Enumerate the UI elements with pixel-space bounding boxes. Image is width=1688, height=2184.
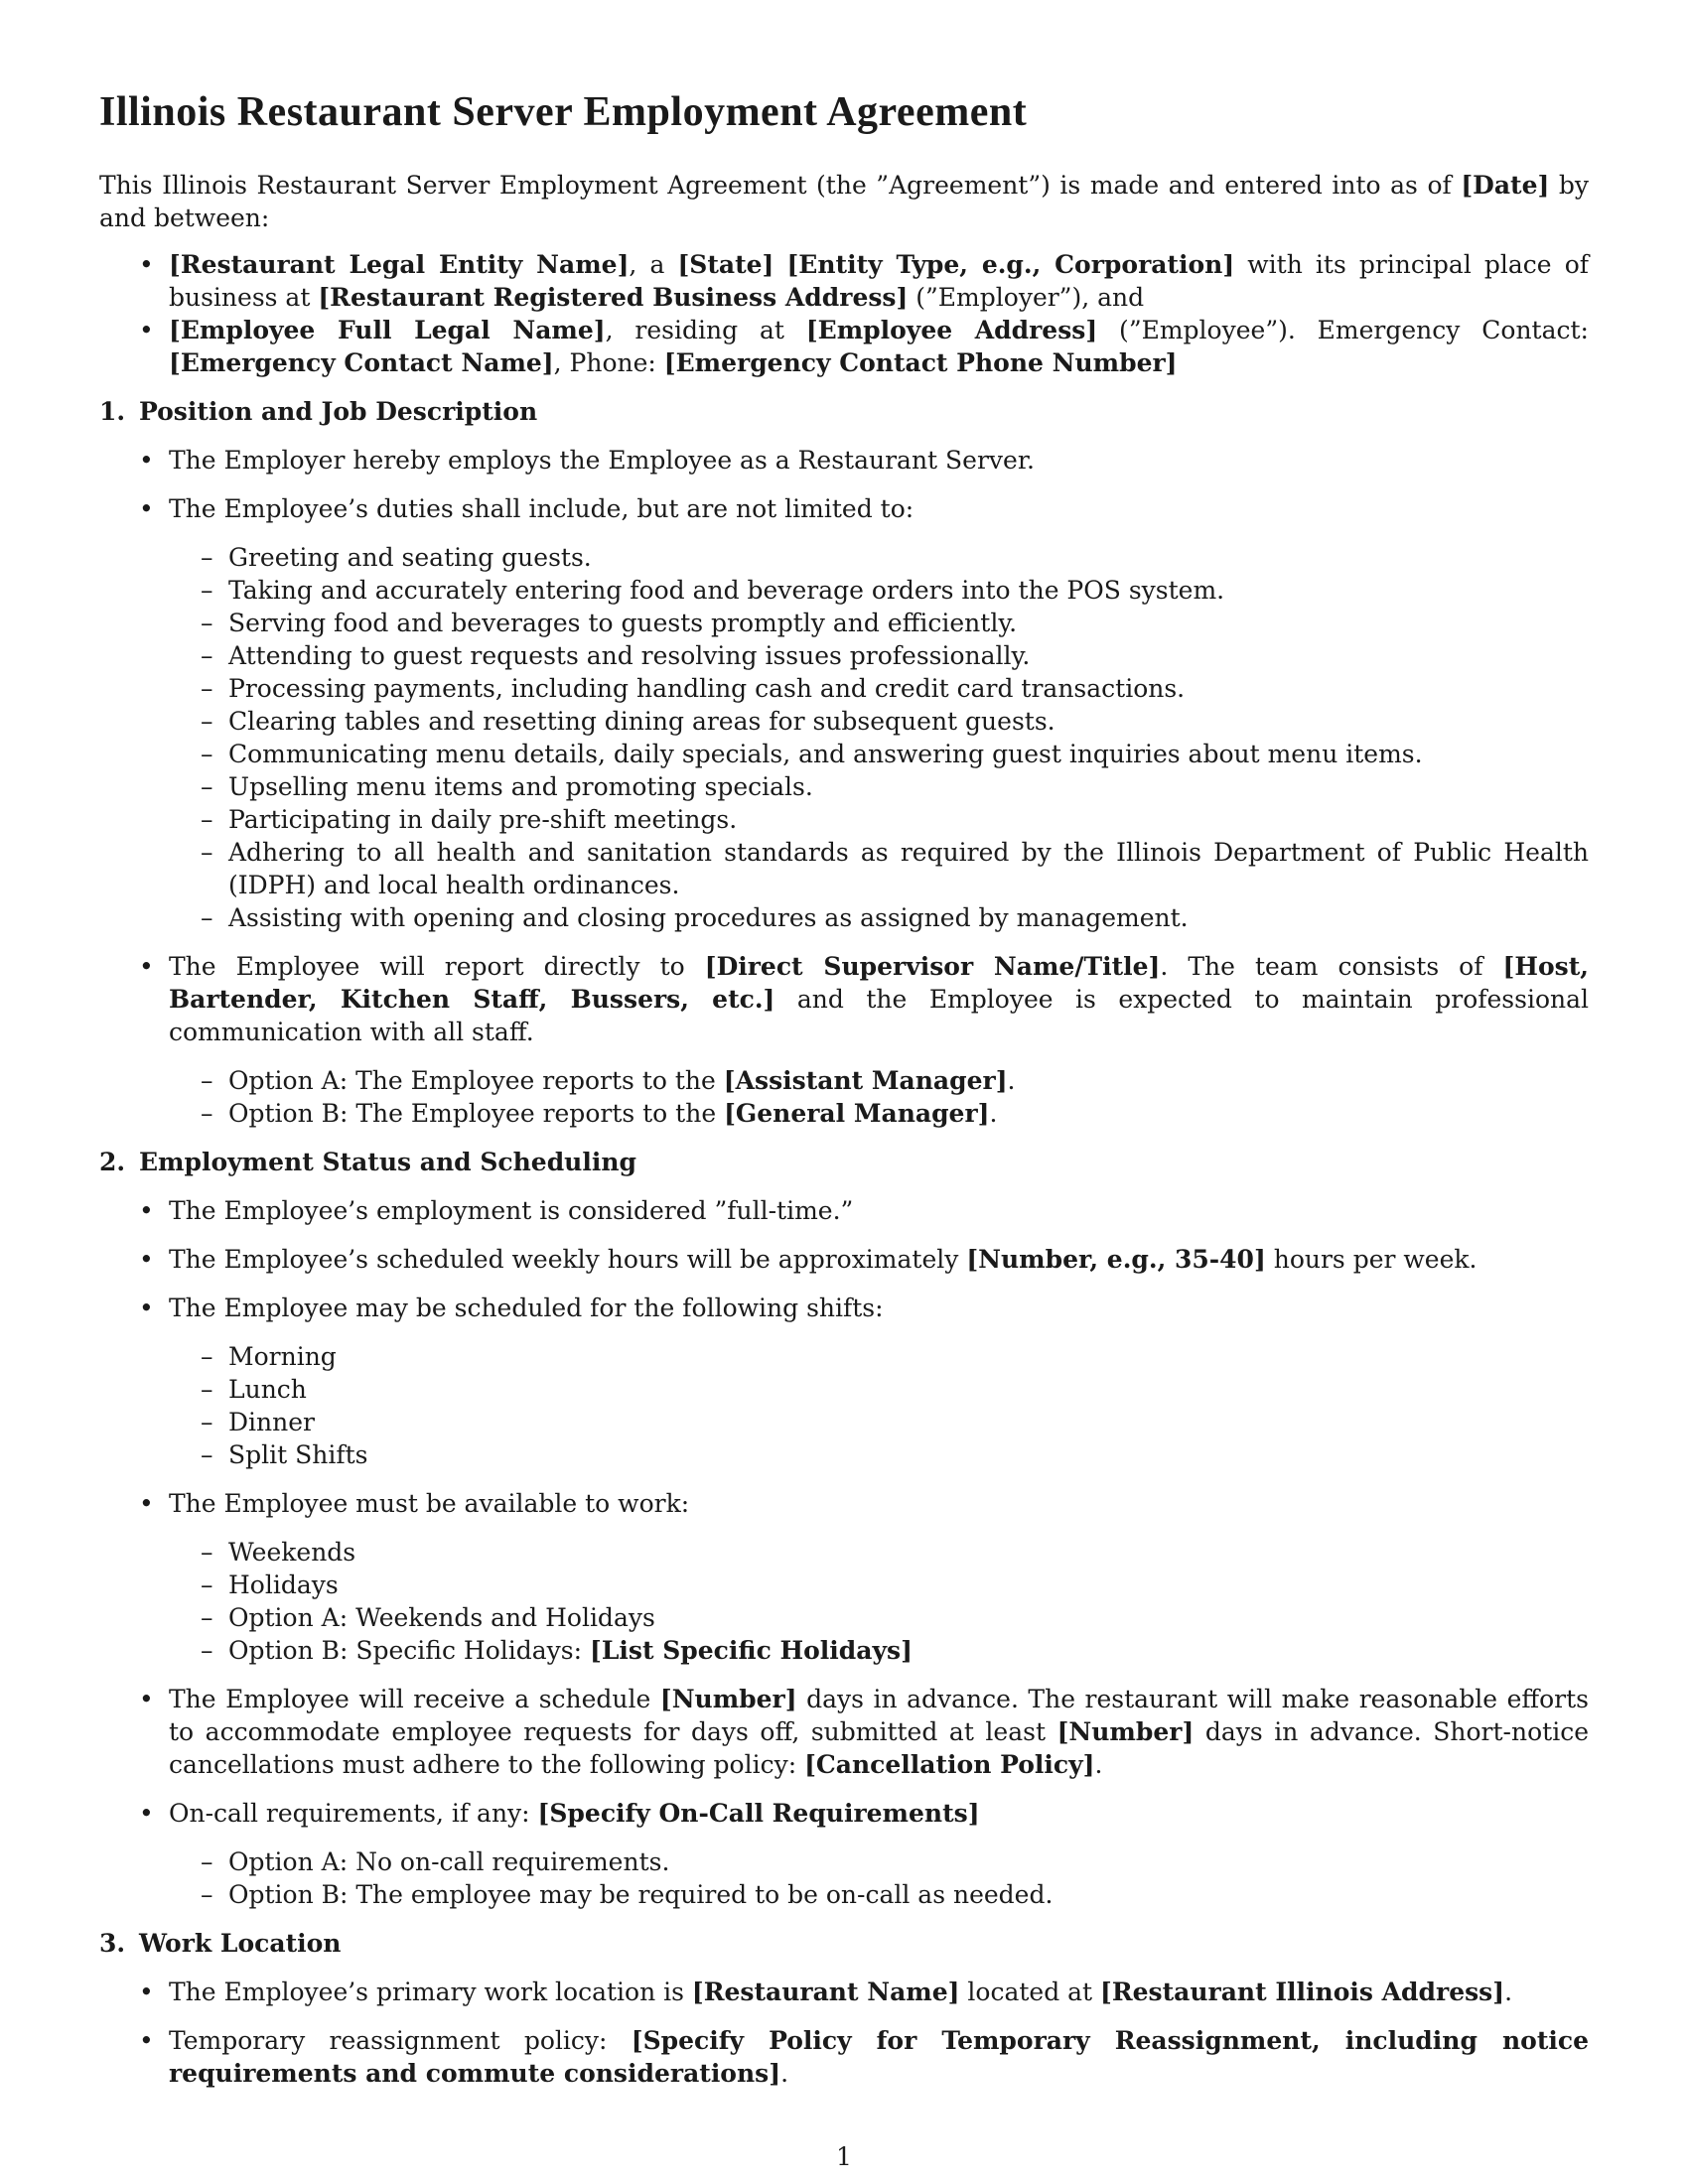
list-item (99, 1243, 1589, 1276)
text: days in advance. Short-notice cancellations must adhere to the following policy: (169, 1717, 1589, 1779)
list-item: • The Employee’s employment is considered ”full-time.” (99, 1194, 1589, 1227)
holidays-placeholder: [List Specific Holidays] (590, 1636, 913, 1665)
on-call-options (169, 1845, 1589, 1911)
text: Temporary reassignment policy: (169, 2026, 632, 2055)
supervisor-placeholder: [Direct Supervisor Name/Title] (704, 952, 1161, 981)
employee-name-placeholder: [Employee Full Legal Name] (169, 316, 606, 344)
option-item (169, 1064, 1589, 1097)
section-title: Employment Status and Scheduling (139, 1148, 637, 1176)
text: located at (959, 1978, 1101, 2006)
text: and the Employee is expected to maintain professional communication with all staff. (169, 985, 1589, 1046)
availability-item (169, 1634, 1589, 1667)
text: The Employee’s duties shall include, but are not limited to: (169, 494, 914, 523)
text: The Employee’s scheduled weekly hours will be approximately (169, 1245, 967, 1274)
availability-list (169, 1536, 1589, 1667)
text: The Employee must be available to work: (169, 1489, 690, 1518)
text: Option B: Specific Holidays: (228, 1636, 591, 1665)
section-title: Position and Job Description (139, 397, 538, 426)
section-3-heading (99, 1927, 1589, 1960)
page-number: 1 (836, 2142, 852, 2171)
shift-item: – Lunch (169, 1373, 1589, 1406)
text: Option B: The Employee reports to the (228, 1099, 725, 1128)
option-item: – Option B: The employee may be required to be on-call as needed. (169, 1878, 1589, 1911)
text: On-call requirements, if any: (169, 1799, 538, 1828)
text: . (1504, 1978, 1513, 2006)
shift-item: – Morning (169, 1340, 1589, 1373)
number-placeholder: [Number] (659, 1685, 797, 1713)
list-item: • The Employer hereby employs the Employee as a Restaurant Server. (99, 444, 1589, 477)
duty-item: – Adhering to all health and sanitation standards as required by the Illinois Department of Public Health (IDPH) and local health ordinances. (169, 836, 1589, 901)
emergency-contact-placeholder: [Emergency Contact Name] (169, 348, 554, 377)
employer-party (99, 248, 1589, 314)
state-placeholder: [State] (677, 250, 774, 279)
on-call-placeholder: [Specify On-Call Requirements] (537, 1799, 980, 1828)
duty-item: – Serving food and beverages to guests promptly and efficiently. (169, 607, 1589, 639)
duty-item: – Greeting and seating guests. (169, 541, 1589, 574)
text (774, 250, 786, 279)
parties-list (99, 248, 1589, 379)
text: hours per week. (1265, 1245, 1477, 1274)
shift-item: – Dinner (169, 1406, 1589, 1438)
shifts-list (169, 1340, 1589, 1471)
list-item (99, 1292, 1589, 1471)
section-title: Work Location (139, 1929, 342, 1958)
number-placeholder: [Number] (1056, 1717, 1195, 1746)
availability-item: – Option A: Weekends and Holidays (169, 1601, 1589, 1634)
cancellation-policy-placeholder: [Cancellation Policy] (804, 1750, 1095, 1779)
section-2-list (99, 1194, 1589, 1911)
employer-address-placeholder: [Restaurant Registered Business Address] (318, 283, 909, 312)
text: , residing at (605, 316, 806, 344)
general-manager-placeholder: [General Manager] (724, 1099, 990, 1128)
text: The Employee will receive a schedule (169, 1685, 660, 1713)
hours-placeholder: [Number, e.g., 35-40] (966, 1245, 1266, 1274)
employee-address-placeholder: [Employee Address] (805, 316, 1098, 344)
text: . (1007, 1066, 1016, 1095)
text: with its principal place of business at (169, 250, 1590, 312)
text: . (1094, 1750, 1103, 1779)
reporting-options (169, 1064, 1589, 1130)
duties-list (169, 541, 1589, 934)
section-1-list (99, 444, 1589, 1130)
duty-item: – Processing payments, including handling cash and credit card transactions. (169, 672, 1589, 705)
duty-item: – Attending to guest requests and resolving issues professionally. (169, 639, 1589, 672)
section-3-list (99, 1976, 1589, 2090)
list-item (99, 1797, 1589, 1911)
text: The Employee will report directly to (169, 952, 705, 981)
section-1-heading (99, 395, 1589, 428)
text: , a (629, 250, 678, 279)
list-item (99, 1976, 1589, 2008)
employer-name-placeholder: [Restaurant Legal Entity Name] (169, 250, 630, 279)
restaurant-address-placeholder: [Restaurant Illinois Address] (1100, 1978, 1505, 2006)
reassignment-policy-placeholder: [Specify Policy for Temporary Reassignment, including notice requirements and commute considerations] (169, 2026, 1589, 2088)
option-item (169, 1097, 1589, 1130)
intro-text-end: by and between: (99, 171, 1589, 232)
employee-party (99, 314, 1589, 379)
text: , Phone: (553, 348, 664, 377)
text: days in advance. The restaurant will make reasonable efforts to accommodate employee requests for days off, submitted at least (169, 1685, 1589, 1746)
text: . The team consists of (1160, 952, 1503, 981)
duty-item: – Clearing tables and resetting dining areas for subsequent guests. (169, 705, 1589, 738)
section-number: 2. (99, 1148, 126, 1176)
option-item: – Option A: No on-call requirements. (169, 1845, 1589, 1878)
text: Option A: The Employee reports to the (228, 1066, 724, 1095)
restaurant-name-placeholder: [Restaurant Name] (691, 1978, 960, 2006)
list-item (99, 492, 1589, 934)
intro-paragraph (99, 169, 1589, 234)
text: . (989, 1099, 998, 1128)
text: (”Employee”). Emergency Contact: (1097, 316, 1589, 344)
emergency-phone-placeholder: [Emergency Contact Phone Number] (663, 348, 1178, 377)
section-number: 1. (99, 397, 126, 426)
text: (”Employer”), and (908, 283, 1145, 312)
list-item (99, 1487, 1589, 1667)
intro-text: This Illinois Restaurant Server Employment Agreement (the ”Agreement”) is made and entered into as of (99, 171, 1462, 200)
list-item (99, 2024, 1589, 2090)
duty-item: – Upselling menu items and promoting specials. (169, 770, 1589, 803)
shift-item: – Split Shifts (169, 1438, 1589, 1471)
document-title: Illinois Restaurant Server Employment Agreement (99, 89, 1028, 135)
team-placeholder: [Host, Bartender, Kitchen Staff, Bussers, etc.] (169, 952, 1589, 1014)
list-item (99, 1683, 1589, 1781)
availability-item: – Weekends (169, 1536, 1589, 1569)
duty-item: – Assisting with opening and closing procedures as assigned by management. (169, 901, 1589, 934)
entity-type-placeholder: [Entity Type, e.g., Corporation] (786, 250, 1235, 279)
date-placeholder: [Date] (1461, 171, 1550, 200)
duty-item: – Taking and accurately entering food and beverage orders into the POS system. (169, 574, 1589, 607)
section-2-heading (99, 1146, 1589, 1178)
text: The Employee’s primary work location is (169, 1978, 692, 2006)
list-item (99, 950, 1589, 1130)
section-number: 3. (99, 1929, 126, 1958)
text: The Employee may be scheduled for the following shifts: (169, 1294, 884, 1322)
availability-item: – Holidays (169, 1569, 1589, 1601)
document-page (99, 87, 1589, 2090)
assistant-manager-placeholder: [Assistant Manager] (723, 1066, 1008, 1095)
duty-item: – Participating in daily pre-shift meetings. (169, 803, 1589, 836)
duty-item: – Communicating menu details, daily specials, and answering guest inquiries about menu items. (169, 738, 1589, 770)
text: . (780, 2059, 789, 2088)
